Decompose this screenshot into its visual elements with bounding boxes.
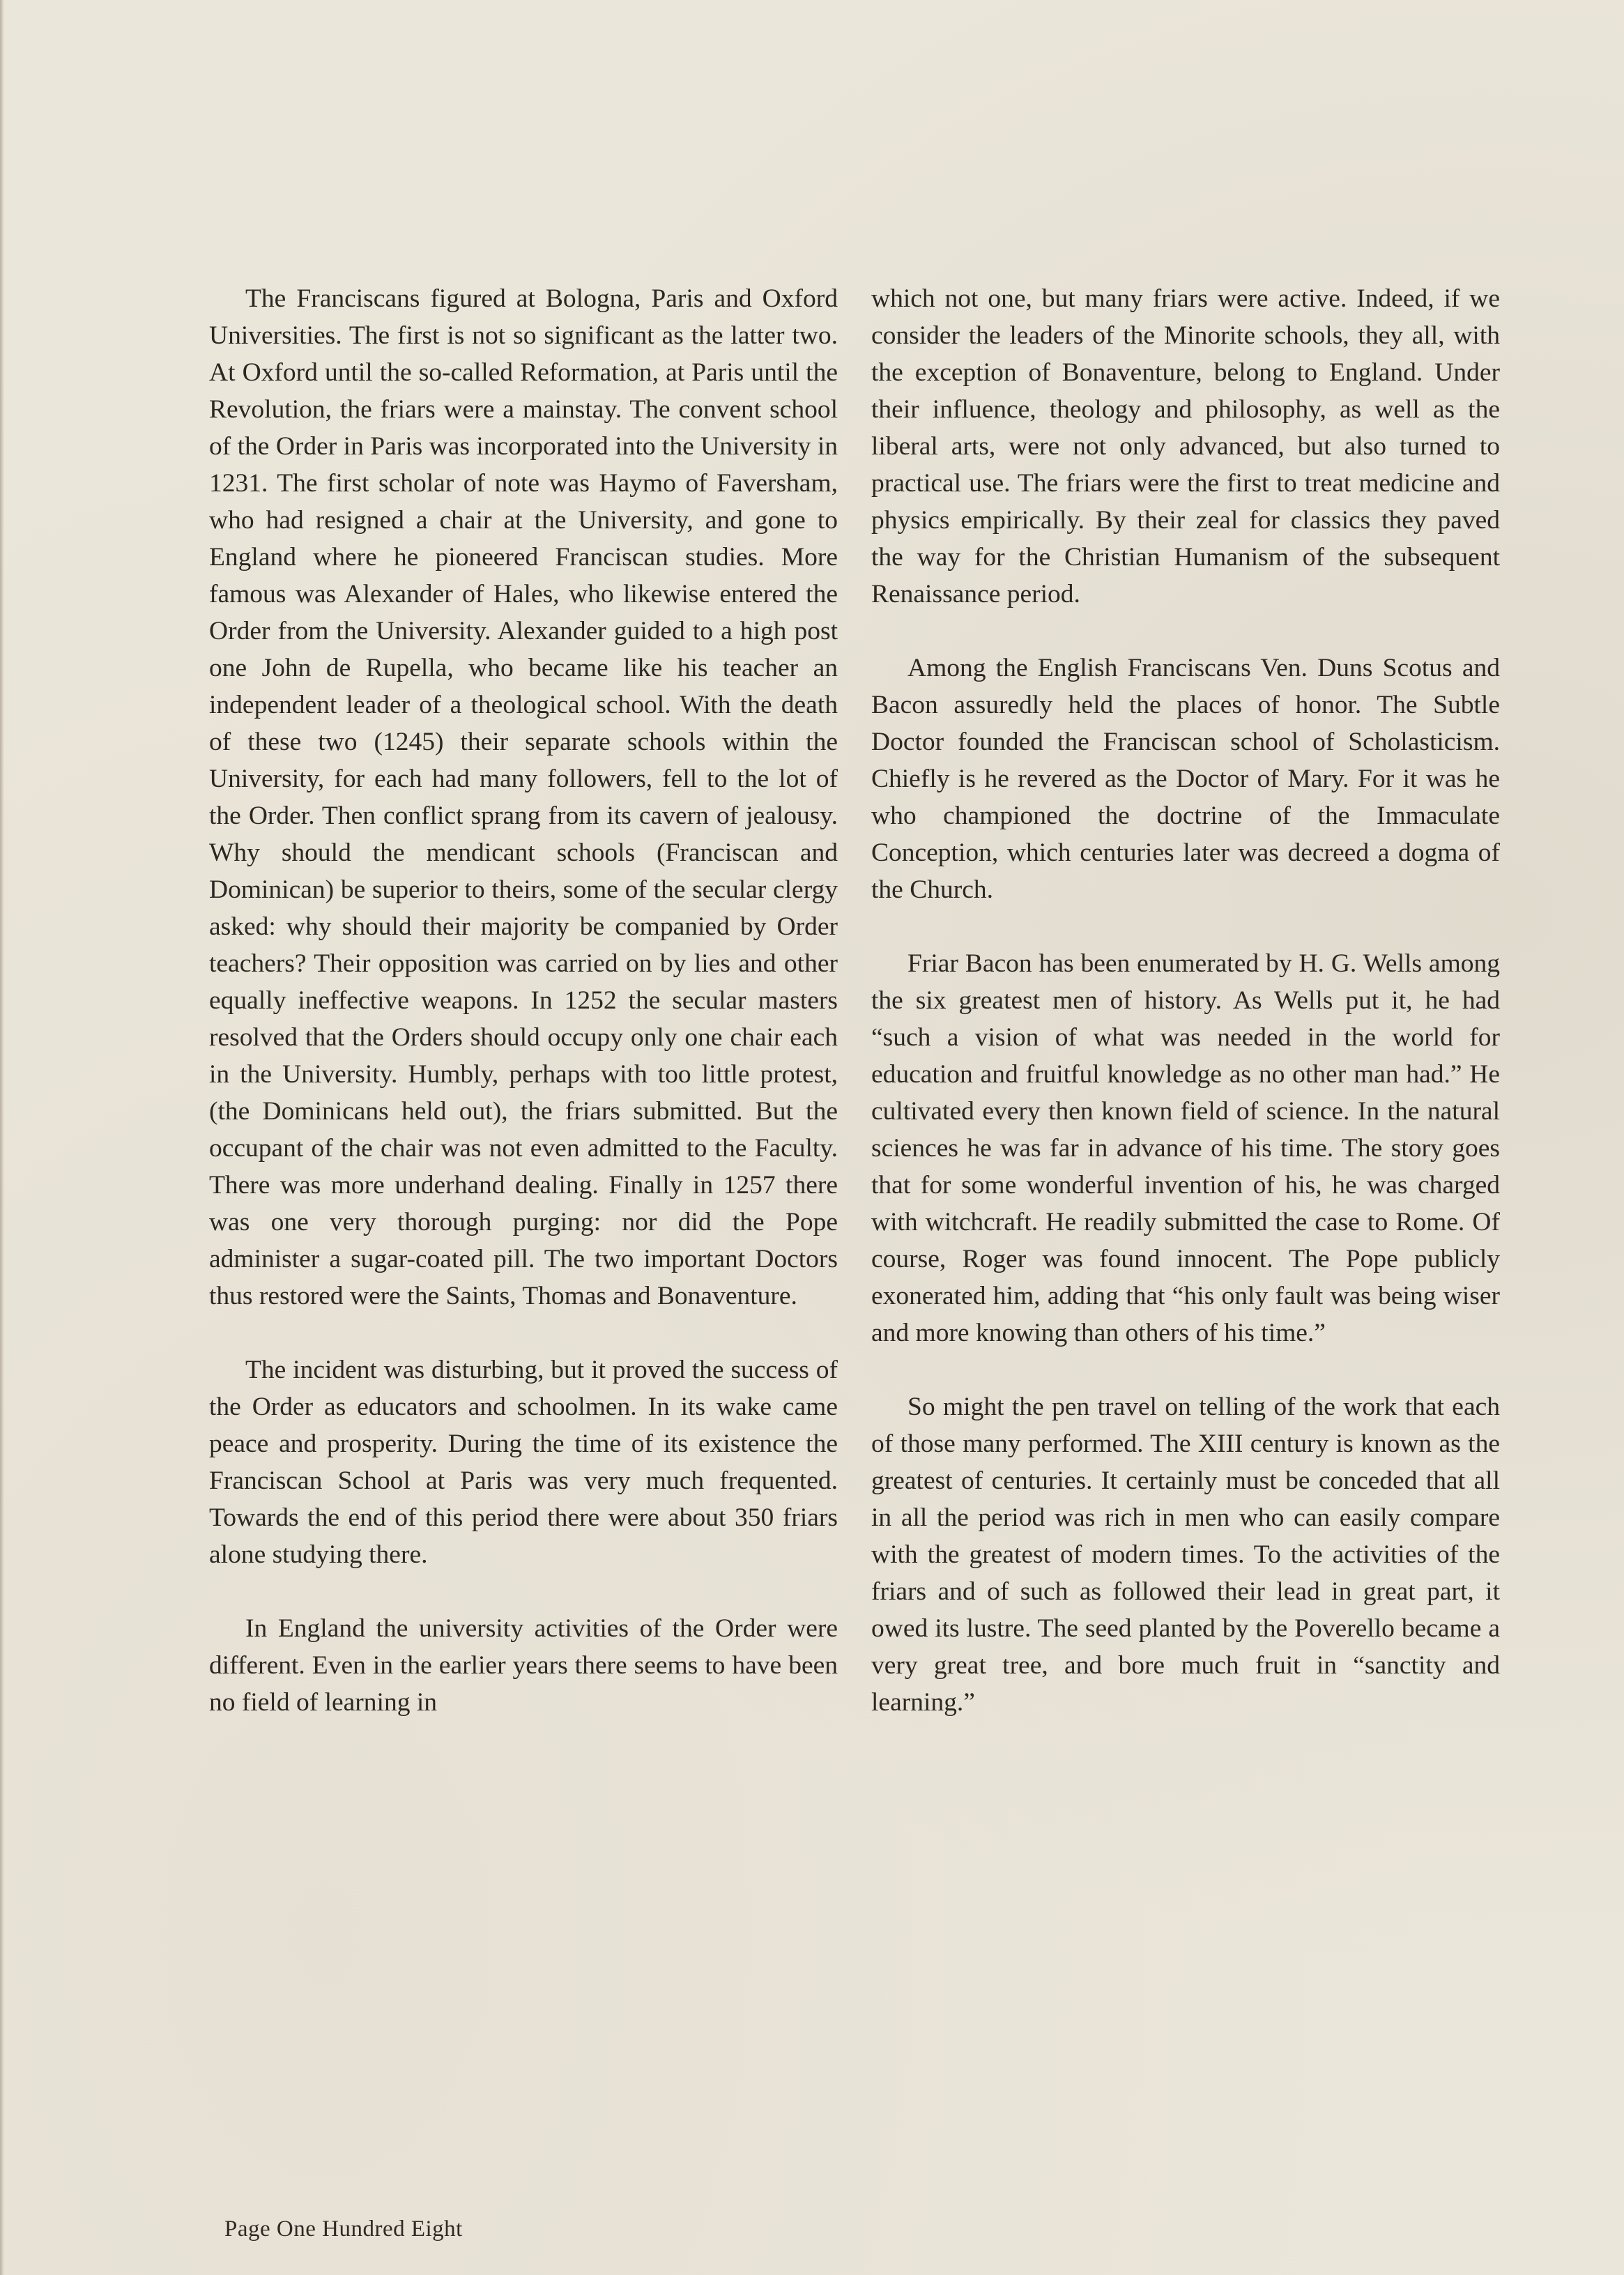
page-number-footer: Page One Hundred Eight xyxy=(224,2216,463,2242)
paragraph-friar-bacon: Friar Bacon has been enumerated by H. G. Wells among the six greatest men of history. As Wells put it, he had “such a vision of what was needed in the world for education and fruitful knowledge as no other man had.” He cultivated every then known field of science. In the natural sciences he was far in advance of his time. The story goes that for some wonderful invention of his, he was charged with witchcraft. He readily submitted the case to Rome. Of course, Roger was found innocent. The Pope publicly exonerated him, adding that “his only fault was being wiser and more knowing than others of his time.” xyxy=(871,949,1500,1347)
paragraph-pen-travel: So might the pen travel on telling of the work that each of those many performed. The XIII century is known as the greatest of centuries. It certainly must be conceded that all in all the period was rich in men who can easily compare with the greatest of modern times. To the activities of the friars and of such as followed their lead in great part, it owed its lustre. The seed planted by the Poverello became a very great tree, and bore much fruit in “sanctity and learning.” xyxy=(871,1393,1500,1717)
paragraph-continuation-friars-active: which not one, but many friars were active. Indeed, if we consider the leaders of the Minorite schools, they all, with the exception of Bonaventure, belong to England. Under their influence, theology and philosophy, as well as the liberal arts, were not only advanced, but also turned to practical use. The friars were the first to treat medicine and physics empirically. By their zeal for classics they paved the way for the Christian Humanism of the subsequent Renaissance period. xyxy=(871,284,1500,608)
paragraph-franciscan-universities: The Franciscans figured at Bologna, Paris and Oxford Universities. The first is not so significant as the latter two. At Oxford until the so-called Reformation, at Paris until the Revolution, the friars were a mainstay. The convent school of the Order in Paris was incorporated into the University in 1231. The first scholar of note was Haymo of Faversham, who had resigned a chair at the University, and gone to England where he pioneered Franciscan studies. More famous was Alexander of Hales, who likewise entered the Order from the University. Alexander guided to a high post one John de Rupella, who became like his teacher an independent leader of a theological school. With the death of these two (1245) their separate schools within the University, for each had many followers, fell to the lot of the Order. Then conflict sprang from its cavern of jealousy. Why should the mendicant schools (Franciscan and Dominican) be superior to theirs, some of the secular clergy asked: why should their majority be companied by Order teachers? Their opposition was carried on by lies and other equally ineffective weapons. In 1252 the secular masters resolved that the Orders should occupy only one chair each in the University. Humbly, perhaps with too little protest, (the Dominicans held out), the friars submitted. But the occupant of the chair was not even admitted to the Faculty. There was more underhand dealing. Finally in 1257 there was one very thorough purging: nor did the Pope administer a sugar-coated pill. The two important Doctors thus restored were the Saints, Thomas and Bonaventure. xyxy=(209,284,838,1310)
paragraph-duns-scotus: Among the English Franciscans Ven. Duns Scotus and Bacon assuredly held the places of honor. The Subtle Doctor founded the Franciscan school of Scholasticism. Chiefly is he revered as the Doctor of Mary. For it was he who championed the doctrine of the Immaculate Conception, which centuries later was decreed a dogma of the Church. xyxy=(871,654,1500,904)
paragraph-england-activities: In England the university activities of the Order were different. Even in the earlier years there seems to have been no field of learning in xyxy=(209,1614,838,1717)
left-text-column xyxy=(209,280,838,1721)
right-text-column xyxy=(871,280,1500,1721)
paragraph-incident-disturbing: The incident was disturbing, but it proved the success of the Order as educators and schoolmen. In its wake came peace and prosperity. During the time of its existence the Franciscan School at Paris was very much frequented. Towards the end of this period there were about 350 friars alone studying there. xyxy=(209,1356,838,1569)
page-edge-shadow xyxy=(0,0,4,2275)
